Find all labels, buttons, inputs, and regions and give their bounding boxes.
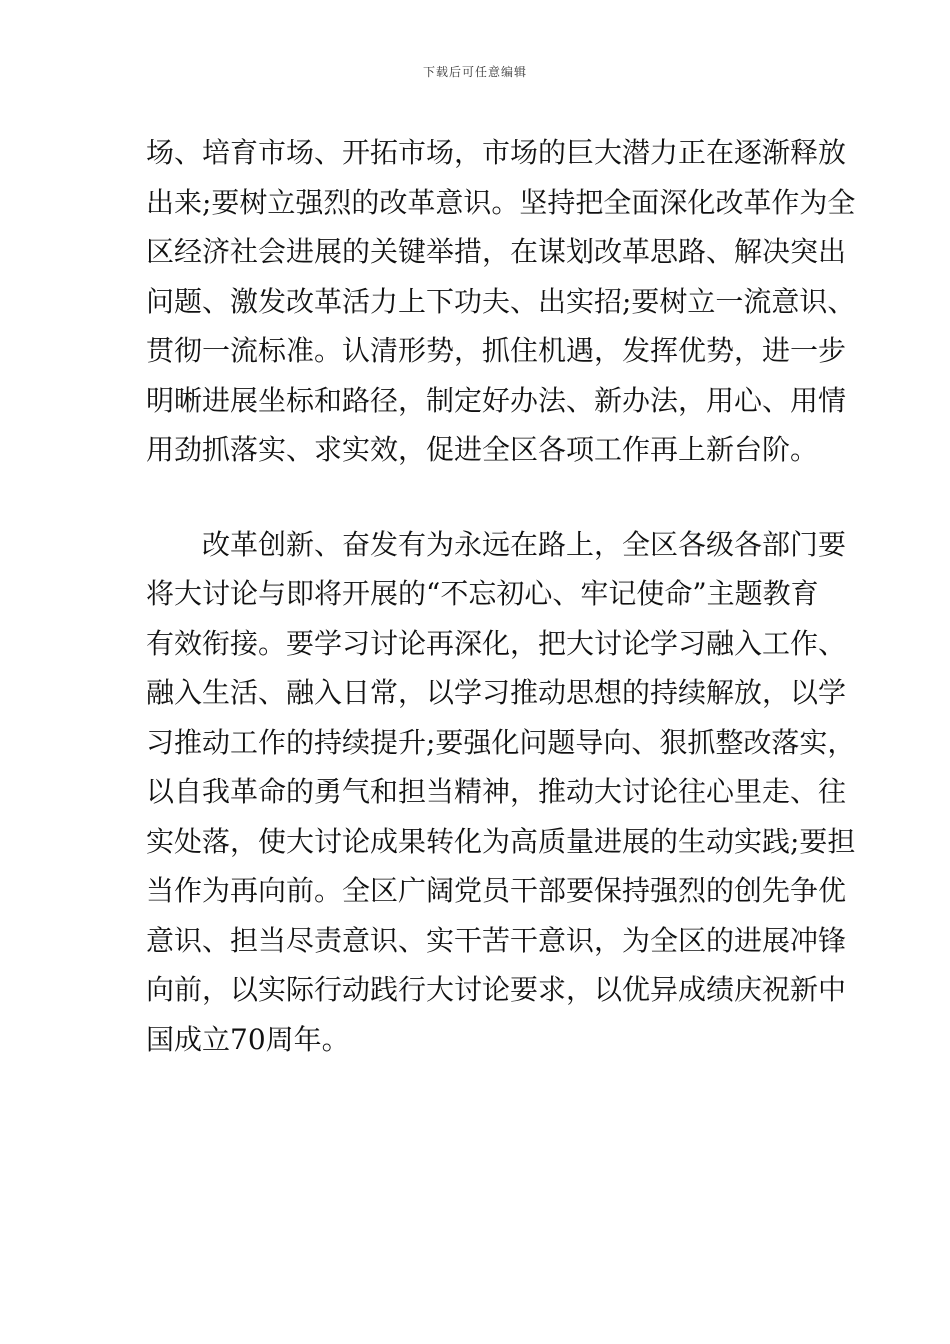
text-line: 贯彻一流标准。认清形势，抓住机遇，发挥优势，进一步 (146, 334, 847, 367)
text-line: 习推动工作的持续提升;要强化问题导向、狠抓整改落实， (146, 725, 856, 759)
text-line: 意识、担当尽责意识、实干苦干意识，为全区的进展冲锋 (146, 923, 847, 957)
text-line: 国成立70周年。 (146, 1022, 350, 1056)
paragraph-2 (146, 520, 856, 1065)
text-line: 将大讨论与即将开展的“不忘初心、牢记使命”主题教育 (146, 577, 819, 610)
text-line: 实处落，使大讨论成果转化为高质量进展的生动实践;要担 (146, 824, 856, 858)
page-header: 下载后可任意编辑 (422, 65, 527, 79)
text-line: 区经济社会进展的关键举措，在谋划改革思路、解决突出 (146, 235, 847, 268)
text-line: 出来;要树立强烈的改革意识。坚持把全面深化改革作为全 (146, 185, 856, 219)
text-line: 有效衔接。要学习讨论再深化，把大讨论学习融入工作、 (146, 626, 847, 660)
text-line: 用劲抓落实、求实效，促进全区各项工作再上新台阶。 (146, 433, 819, 466)
text-line: 以自我革命的勇气和担当精神，推动大讨论往心里走、往 (146, 775, 847, 808)
document-body (146, 128, 856, 1064)
text-line: 当作为再向前。全区广阔党员干部要保持强烈的创先争优 (146, 874, 847, 907)
text-line: 融入生活、融入日常，以学习推动思想的持续解放，以学 (146, 676, 847, 709)
paragraph-1 (146, 128, 856, 475)
text-line: 向前，以实际行动践行大讨论要求，以优异成绩庆祝新中 (146, 973, 847, 1006)
text-line: 场、培育市场、开拓市场，市场的巨大潜力正在逐渐释放 (146, 136, 847, 169)
text-line: 问题、激发改革活力上下功夫、出实招;要树立一流意识、 (146, 284, 856, 318)
text-line: 改革创新、奋发有为永远在路上，全区各级各部门要 (146, 527, 847, 561)
text-line: 明晰进展坐标和路径，制定好办法、新办法，用心、用情 (146, 383, 847, 417)
